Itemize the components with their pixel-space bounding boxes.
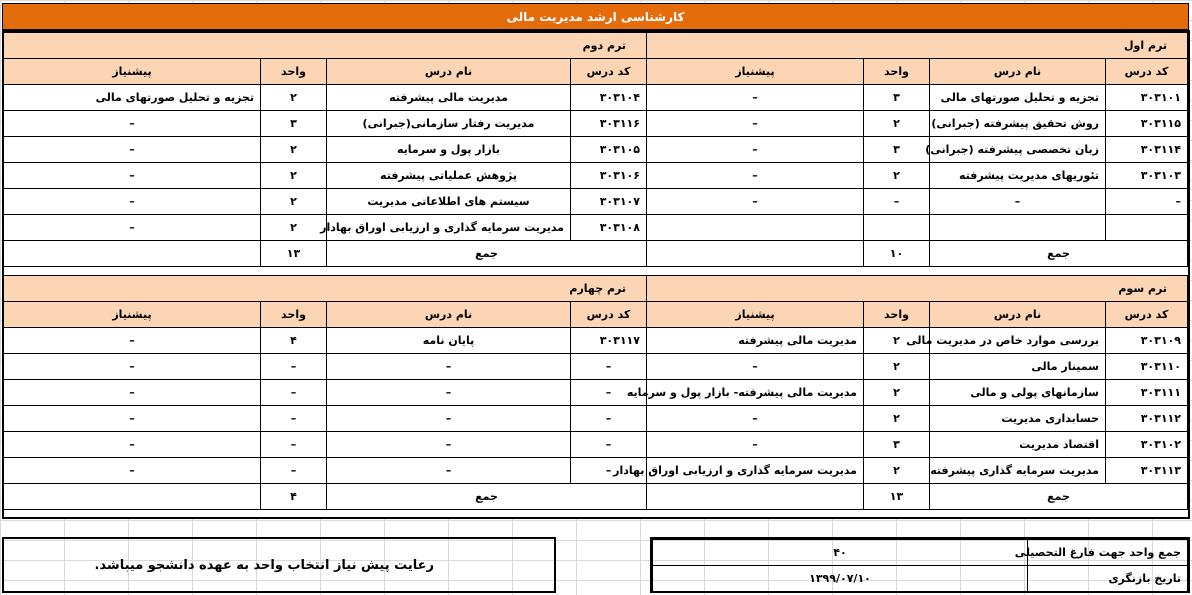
- course-code: ۳۰۳۱۱۰: [1106, 354, 1188, 380]
- term2-block: [4, 32, 647, 267]
- course-code: ۳۰۳۱۱۴: [1106, 137, 1188, 163]
- course-prereq: –: [3, 111, 260, 137]
- table-row: [646, 137, 1187, 163]
- table-row: [3, 137, 646, 163]
- course-code: ۳۰۳۱۰۸: [571, 215, 647, 241]
- table-row: [3, 380, 646, 406]
- course-name: –: [327, 406, 571, 432]
- course-prereq: –: [3, 137, 260, 163]
- sum-label: جمع: [930, 484, 1188, 510]
- course-prereq: –: [3, 458, 260, 484]
- sum-value: ۱۳: [864, 484, 930, 510]
- course-name: –: [327, 380, 571, 406]
- sum-row: [646, 241, 1187, 267]
- course-prereq: –: [646, 163, 863, 189]
- table-row: [646, 380, 1187, 406]
- table-row: [3, 354, 646, 380]
- course-prereq: –: [3, 354, 260, 380]
- course-code: ۳۰۳۱۱۷: [571, 328, 647, 354]
- course-unit: ۲: [864, 380, 930, 406]
- revision-date-label: تاریخ بازنگری: [1028, 566, 1188, 592]
- course-prereq: مدیریت سرمایه گذاری و ارزیابی اوراق بهادار: [646, 458, 863, 484]
- header-unit: واحد: [261, 59, 327, 85]
- table-row: [3, 432, 646, 458]
- table-row: [646, 406, 1187, 432]
- course-unit: ۲: [261, 163, 327, 189]
- course-prereq: تجزیه و تحلیل صورتهای مالی: [3, 85, 260, 111]
- course-unit: [864, 215, 930, 241]
- course-code: ۳۰۳۱۰۵: [571, 137, 647, 163]
- course-name: تجزیه و تحلیل صورتهای مالی: [930, 85, 1106, 111]
- course-unit: ۴: [261, 328, 327, 354]
- course-name: سمینار مالی: [930, 354, 1106, 380]
- table-row: [646, 354, 1187, 380]
- course-unit: ۲: [261, 137, 327, 163]
- course-code: ۳۰۳۱۱۳: [1106, 458, 1188, 484]
- sum-value: ۴: [261, 484, 327, 510]
- page-title: کارشناسی ارشد مدیریت مالی: [2, 3, 1189, 30]
- header-unit: واحد: [864, 302, 930, 328]
- course-prereq: –: [646, 111, 863, 137]
- sum-empty: [646, 241, 863, 267]
- course-unit: ۳: [864, 432, 930, 458]
- course-unit: ۲: [261, 85, 327, 111]
- course-unit: ۲: [864, 163, 930, 189]
- table-row: [646, 458, 1187, 484]
- course-unit: ۲: [864, 354, 930, 380]
- course-unit: ۲: [864, 406, 930, 432]
- sum-row: [3, 241, 646, 267]
- course-name: –: [327, 354, 571, 380]
- course-name: مدیریت سرمایه گذاری پیشرفته: [930, 458, 1106, 484]
- course-code: ۳۰۳۱۰۴: [571, 85, 647, 111]
- term4-block: [4, 275, 647, 510]
- course-unit: ۲: [864, 458, 930, 484]
- course-name: بازار پول و سرمایه: [327, 137, 571, 163]
- course-prereq: –: [646, 354, 863, 380]
- total-units-value: ۴۰: [653, 540, 1028, 566]
- course-unit: ۲: [864, 328, 930, 354]
- header-unit: واحد: [261, 302, 327, 328]
- sum-label: جمع: [327, 241, 647, 267]
- course-name: سازمانهای پولی و مالی: [930, 380, 1106, 406]
- course-unit: ۳: [864, 85, 930, 111]
- course-unit: –: [261, 458, 327, 484]
- table-row: [3, 215, 646, 241]
- table-row: [3, 328, 646, 354]
- table-row: [646, 215, 1187, 241]
- course-code: ۳۰۳۱۰۲: [1106, 432, 1188, 458]
- course-name: پژوهش عملیاتی پیشرفته: [327, 163, 571, 189]
- header-pre: پیشنیاز: [646, 302, 863, 328]
- header-code: کد درس: [571, 59, 647, 85]
- course-name: –: [327, 432, 571, 458]
- course-name: –: [327, 458, 571, 484]
- term3-title: ترم سوم: [646, 276, 1187, 302]
- table-row: [646, 111, 1187, 137]
- course-prereq: –: [3, 163, 260, 189]
- sum-empty: [646, 484, 863, 510]
- course-code: –: [571, 432, 647, 458]
- header-code: کد درس: [1106, 59, 1188, 85]
- sum-row: [646, 484, 1187, 510]
- table-row: [646, 189, 1187, 215]
- course-name: بررسی موارد خاص در مدیریت مالی: [930, 328, 1106, 354]
- course-code: ۳۰۳۱۰۶: [571, 163, 647, 189]
- course-prereq: –: [3, 328, 260, 354]
- header-name: نام درس: [930, 302, 1106, 328]
- sum-empty: [3, 484, 260, 510]
- course-code: ۳۰۳۱۱۵: [1106, 111, 1188, 137]
- course-prereq: مدیریت مالی پیشرفته: [646, 328, 863, 354]
- header-pre: پیشنیاز: [3, 59, 260, 85]
- table-row: [3, 85, 646, 111]
- table-row: [646, 85, 1187, 111]
- course-code: ۳۰۳۱۰۷: [571, 189, 647, 215]
- course-name: حسابداری مدیریت: [930, 406, 1106, 432]
- term1-block: [647, 32, 1188, 267]
- header-name: نام درس: [327, 302, 571, 328]
- course-unit: –: [261, 432, 327, 458]
- course-unit: ۲: [261, 215, 327, 241]
- course-name: مدیریت سرمایه گذاری و ارزیابی اوراق بهادار: [327, 215, 571, 241]
- course-prereq: –: [646, 432, 863, 458]
- table-row: [646, 432, 1187, 458]
- course-prereq: مدیریت مالی پیشرفته- بازار پول و سرمایه: [646, 380, 863, 406]
- total-units-label: جمع واحد جهت فارغ التحصیلی: [1028, 540, 1188, 566]
- sum-value: ۱۰: [864, 241, 930, 267]
- course-code: –: [1106, 189, 1188, 215]
- course-name: زبان تخصصی پیشرفته (جبرانی): [930, 137, 1106, 163]
- table-row: [646, 328, 1187, 354]
- curriculum-table: [2, 30, 1190, 519]
- table-row: [3, 458, 646, 484]
- sum-label: جمع: [327, 484, 647, 510]
- course-unit: ۳: [261, 111, 327, 137]
- info-row-total: [653, 540, 1188, 566]
- course-prereq: –: [3, 380, 260, 406]
- course-name: –: [930, 189, 1106, 215]
- sum-row: [3, 484, 646, 510]
- course-name: سیستم های اطلاعاتی مدیریت: [327, 189, 571, 215]
- table-row: [646, 163, 1187, 189]
- course-code: –: [571, 406, 647, 432]
- course-prereq: –: [3, 406, 260, 432]
- course-prereq: –: [3, 189, 260, 215]
- header-pre: پیشنیاز: [646, 59, 863, 85]
- header-code: کد درس: [571, 302, 647, 328]
- course-name: پایان نامه: [327, 328, 571, 354]
- course-name: تئوریهای مدیریت پیشرفته: [930, 163, 1106, 189]
- sum-label: جمع: [930, 241, 1188, 267]
- course-code: ۳۰۳۱۰۱: [1106, 85, 1188, 111]
- course-code: ۳۰۳۱۱۲: [1106, 406, 1188, 432]
- course-code: ۳۰۳۱۱۱: [1106, 380, 1188, 406]
- course-name: مدیریت مالی پیشرفته: [327, 85, 571, 111]
- sum-value: ۱۳: [261, 241, 327, 267]
- course-code: –: [571, 458, 647, 484]
- header-unit: واحد: [864, 59, 930, 85]
- course-code: [1106, 215, 1188, 241]
- course-unit: –: [261, 406, 327, 432]
- table-row: [3, 189, 646, 215]
- sum-empty: [3, 241, 260, 267]
- course-unit: ۳: [864, 137, 930, 163]
- course-prereq: –: [646, 137, 863, 163]
- course-unit: ۲: [261, 189, 327, 215]
- course-unit: –: [864, 189, 930, 215]
- course-unit: –: [261, 354, 327, 380]
- course-code: –: [571, 380, 647, 406]
- revision-date-value: ۱۳۹۹/۰۷/۱۰: [653, 566, 1028, 592]
- course-unit: –: [261, 380, 327, 406]
- course-name: روش تحقیق پیشرفته (جبرانی): [930, 111, 1106, 137]
- course-prereq: –: [646, 189, 863, 215]
- table-row: [3, 111, 646, 137]
- course-prereq: –: [3, 432, 260, 458]
- course-name: [930, 215, 1106, 241]
- header-pre: پیشنیاز: [3, 302, 260, 328]
- header-name: نام درس: [930, 59, 1106, 85]
- prerequisite-note: رعایت پیش نیاز انتخاب واحد به عهده دانشجو میباشد.: [2, 537, 556, 593]
- info-row-date: [653, 566, 1188, 592]
- course-code: ۳۰۳۱۱۶: [571, 111, 647, 137]
- course-prereq: –: [3, 215, 260, 241]
- course-unit: ۲: [864, 111, 930, 137]
- table-row: [3, 406, 646, 432]
- term2-title: ترم دوم: [3, 33, 646, 59]
- course-code: ۳۰۳۱۰۹: [1106, 328, 1188, 354]
- term4-title: ترم چهارم: [3, 276, 646, 302]
- info-box: [650, 537, 1190, 593]
- course-name: مدیریت رفتار سازمانی(جبرانی): [327, 111, 571, 137]
- header-code: کد درس: [1106, 302, 1188, 328]
- course-code: ۳۰۳۱۰۳: [1106, 163, 1188, 189]
- course-code: –: [571, 354, 647, 380]
- course-prereq: [646, 215, 863, 241]
- term1-title: ترم اول: [646, 33, 1187, 59]
- course-prereq: –: [646, 406, 863, 432]
- table-row: [3, 163, 646, 189]
- course-prereq: –: [646, 85, 863, 111]
- header-name: نام درس: [327, 59, 571, 85]
- course-name: اقتصاد مدیریت: [930, 432, 1106, 458]
